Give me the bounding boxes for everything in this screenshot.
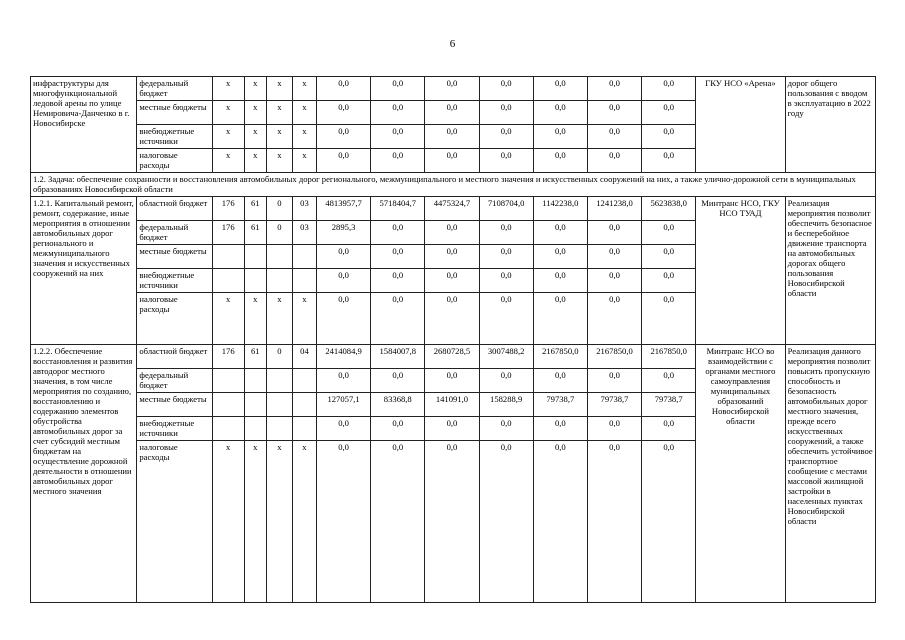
amount-cell: 0,0	[642, 77, 696, 101]
amount-cell: 0,0	[371, 417, 425, 441]
amount-cell: 0,0	[533, 441, 587, 603]
budget-code-cell: 0	[266, 197, 292, 221]
expected-result-cell: Реализация мероприятия позволит обеспечить безопасное и бесперебойное движение транспорта на автомобильных дорогах общего пользования Новосибирской области	[785, 197, 875, 345]
amount-cell: 0,0	[425, 125, 479, 149]
amount-cell: 0,0	[533, 417, 587, 441]
amount-cell: 0,0	[371, 369, 425, 393]
budget-code-cell	[212, 417, 244, 441]
amount-cell: 0,0	[425, 441, 479, 603]
program-table	[30, 76, 876, 603]
funding-source-cell: областной бюджет	[137, 345, 212, 369]
budget-code-cell: x	[266, 149, 292, 173]
amount-cell: 0,0	[642, 221, 696, 245]
amount-cell: 0,0	[533, 125, 587, 149]
amount-cell: 0,0	[587, 149, 641, 173]
budget-code-cell	[292, 417, 316, 441]
amount-cell: 0,0	[479, 77, 533, 101]
budget-code-cell: 176	[212, 345, 244, 369]
amount-cell: 0,0	[425, 221, 479, 245]
funding-source-cell: налоговые расходы	[137, 149, 212, 173]
budget-code-cell: x	[266, 77, 292, 101]
amount-cell: 0,0	[533, 245, 587, 269]
amount-cell: 0,0	[425, 77, 479, 101]
amount-cell: 141091,0	[425, 393, 479, 417]
amount-cell: 127057,1	[316, 393, 370, 417]
amount-cell: 5718404,7	[371, 197, 425, 221]
amount-cell: 0,0	[587, 269, 641, 293]
amount-cell: 0,0	[425, 417, 479, 441]
amount-cell: 0,0	[316, 417, 370, 441]
budget-code-cell: 03	[292, 197, 316, 221]
budget-code-cell	[266, 245, 292, 269]
budget-code-cell	[266, 393, 292, 417]
budget-code-cell: 61	[244, 197, 266, 221]
amount-cell: 0,0	[533, 221, 587, 245]
amount-cell: 0,0	[371, 441, 425, 603]
amount-cell: 0,0	[479, 417, 533, 441]
budget-code-cell	[212, 393, 244, 417]
budget-code-cell: 0	[266, 345, 292, 369]
expected-result-cell: Реализация данного мероприятия позволит повысить пропускную способность и безопасность автомобильных дорог местного значения, прежде всего искусственных сооружений, а также обеспечить устойчивое транспортное сообщение с местами массовой жилищной застройки в населенных пунктах Новосибирской области	[785, 345, 875, 603]
budget-code-cell	[292, 369, 316, 393]
budget-code-cell: x	[266, 101, 292, 125]
budget-code-cell: 04	[292, 345, 316, 369]
budget-code-cell	[266, 417, 292, 441]
amount-cell: 3007488,2	[479, 345, 533, 369]
amount-cell: 0,0	[316, 245, 370, 269]
budget-code-cell: x	[266, 293, 292, 345]
budget-code-cell: 176	[212, 221, 244, 245]
funding-source-cell: местные бюджеты	[137, 245, 212, 269]
amount-cell: 0,0	[533, 369, 587, 393]
budget-code-cell	[212, 369, 244, 393]
amount-cell: 0,0	[316, 441, 370, 603]
budget-code-cell: x	[292, 293, 316, 345]
budget-code-cell: x	[244, 125, 266, 149]
amount-cell: 0,0	[587, 77, 641, 101]
amount-cell: 0,0	[371, 245, 425, 269]
executor-cell: ГКУ НСО «Арена»	[696, 77, 785, 173]
budget-code-cell	[212, 269, 244, 293]
budget-code-cell: x	[212, 125, 244, 149]
task-heading: 1.2. Задача: обеспечение сохранности и восстановления автомобильных дорог регионального, межмуниципального и местного значения и искусственных сооружений на них, а также улично-дорожной сети в муниципальных образованиях Новосибирской области	[31, 173, 876, 197]
amount-cell: 83368,8	[371, 393, 425, 417]
task-row	[31, 173, 876, 197]
amount-cell: 0,0	[642, 417, 696, 441]
amount-cell: 0,0	[533, 269, 587, 293]
amount-cell: 5623838,0	[642, 197, 696, 221]
amount-cell: 0,0	[425, 245, 479, 269]
amount-cell: 0,0	[642, 441, 696, 603]
budget-code-cell: x	[244, 77, 266, 101]
amount-cell: 158288,9	[479, 393, 533, 417]
amount-cell: 0,0	[479, 245, 533, 269]
funding-source-cell: федеральный бюджет	[137, 221, 212, 245]
budget-code-cell: 61	[244, 221, 266, 245]
budget-code-cell	[244, 369, 266, 393]
amount-cell: 0,0	[479, 293, 533, 345]
table-row	[31, 197, 876, 221]
budget-code-cell	[292, 393, 316, 417]
amount-cell: 0,0	[371, 269, 425, 293]
amount-cell: 0,0	[479, 369, 533, 393]
budget-code-cell: 0	[266, 221, 292, 245]
amount-cell: 0,0	[533, 77, 587, 101]
amount-cell: 0,0	[316, 293, 370, 345]
amount-cell: 0,0	[316, 369, 370, 393]
measure-name-cell: инфраструктуры для многофункциональной ледовой арены по улице Немировича-Данченко в г. Новосибирске	[31, 77, 137, 173]
budget-code-cell: x	[212, 77, 244, 101]
amount-cell: 0,0	[479, 149, 533, 173]
amount-cell: 0,0	[642, 245, 696, 269]
budget-code-cell	[244, 393, 266, 417]
budget-code-cell: x	[212, 293, 244, 345]
amount-cell: 0,0	[316, 101, 370, 125]
funding-source-cell: налоговые расходы	[137, 441, 212, 603]
table-row	[31, 345, 876, 369]
funding-source-cell: налоговые расходы	[137, 293, 212, 345]
budget-code-cell	[266, 269, 292, 293]
expected-result-cell: дорог общего пользования с вводом в эксплуатацию в 2022 году	[785, 77, 875, 173]
measure-name-cell: 1.2.2. Обеспечение восстановления и развития автодорог местного значения, в том числе мероприятия по созданию, восстановлению и содержанию элементов обустройства автомобильных дорог за счет субсидий местным бюджетам на осуществление дорожной деятельности в отношении автомобильных дорог местного значения	[31, 345, 137, 603]
amount-cell: 0,0	[533, 101, 587, 125]
budget-code-cell: x	[244, 441, 266, 603]
budget-code-cell: x	[292, 101, 316, 125]
amount-cell: 0,0	[316, 149, 370, 173]
funding-source-cell: внебюджетные источники	[137, 269, 212, 293]
amount-cell: 0,0	[371, 293, 425, 345]
amount-cell: 79738,7	[642, 393, 696, 417]
amount-cell: 0,0	[479, 441, 533, 603]
amount-cell: 4813957,7	[316, 197, 370, 221]
amount-cell: 0,0	[587, 221, 641, 245]
amount-cell: 0,0	[371, 149, 425, 173]
amount-cell: 0,0	[316, 77, 370, 101]
budget-code-cell: x	[266, 441, 292, 603]
budget-code-cell: x	[212, 101, 244, 125]
budget-code-cell	[212, 245, 244, 269]
amount-cell: 0,0	[371, 125, 425, 149]
budget-code-cell: x	[212, 149, 244, 173]
amount-cell: 0,0	[425, 149, 479, 173]
budget-code-cell: 61	[244, 345, 266, 369]
amount-cell: 0,0	[533, 293, 587, 345]
amount-cell: 2167850,0	[533, 345, 587, 369]
budget-code-cell: x	[292, 77, 316, 101]
amount-cell: 0,0	[425, 101, 479, 125]
amount-cell: 2895,3	[316, 221, 370, 245]
funding-source-cell: внебюджетные источники	[137, 125, 212, 149]
amount-cell: 2167850,0	[587, 345, 641, 369]
amount-cell: 79738,7	[587, 393, 641, 417]
page-number: 6	[449, 38, 456, 50]
executor-cell: Минтранс НСО во взаимодействии с органами местного самоуправления муниципальных образований Новосибирской области	[696, 345, 785, 603]
budget-code-cell: 176	[212, 197, 244, 221]
amount-cell: 0,0	[479, 101, 533, 125]
funding-source-cell: федеральный бюджет	[137, 369, 212, 393]
budget-code-cell: x	[266, 125, 292, 149]
budget-code-cell	[266, 369, 292, 393]
amount-cell: 1142238,0	[533, 197, 587, 221]
amount-cell: 1241238,0	[587, 197, 641, 221]
amount-cell: 0,0	[371, 221, 425, 245]
amount-cell: 0,0	[587, 369, 641, 393]
amount-cell: 0,0	[642, 125, 696, 149]
budget-code-cell	[244, 245, 266, 269]
funding-source-cell: местные бюджеты	[137, 101, 212, 125]
amount-cell: 0,0	[642, 101, 696, 125]
amount-cell: 0,0	[587, 293, 641, 345]
budget-code-cell: x	[292, 441, 316, 603]
budget-code-cell: x	[244, 293, 266, 345]
amount-cell: 4475324,7	[425, 197, 479, 221]
budget-code-cell: x	[292, 125, 316, 149]
funding-source-cell: федеральный бюджет	[137, 77, 212, 101]
budget-code-cell	[244, 269, 266, 293]
amount-cell: 0,0	[316, 269, 370, 293]
amount-cell: 0,0	[587, 417, 641, 441]
budget-code-cell	[244, 417, 266, 441]
amount-cell: 0,0	[371, 77, 425, 101]
amount-cell: 0,0	[533, 149, 587, 173]
amount-cell: 0,0	[479, 221, 533, 245]
amount-cell: 79738,7	[533, 393, 587, 417]
measure-name-cell: 1.2.1. Капитальный ремонт, ремонт, содержание, иные мероприятия в отношении автомобильных дорог регионального и межмуниципального значения и искусственных сооружений на них	[31, 197, 137, 345]
budget-code-cell: x	[212, 441, 244, 603]
amount-cell: 1584007,8	[371, 345, 425, 369]
amount-cell: 0,0	[587, 125, 641, 149]
amount-cell: 0,0	[371, 101, 425, 125]
executor-cell: Минтранс НСО, ГКУ НСО ТУАД	[696, 197, 785, 345]
budget-code-cell	[292, 269, 316, 293]
amount-cell: 0,0	[587, 101, 641, 125]
amount-cell: 7108704,0	[479, 197, 533, 221]
amount-cell: 2167850,0	[642, 345, 696, 369]
funding-source-cell: областной бюджет	[137, 197, 212, 221]
budget-code-cell: x	[244, 149, 266, 173]
amount-cell: 0,0	[425, 269, 479, 293]
amount-cell: 0,0	[479, 269, 533, 293]
amount-cell: 0,0	[425, 369, 479, 393]
amount-cell: 2414084,9	[316, 345, 370, 369]
amount-cell: 0,0	[642, 293, 696, 345]
amount-cell: 0,0	[587, 441, 641, 603]
budget-code-cell: x	[244, 101, 266, 125]
amount-cell: 0,0	[425, 293, 479, 345]
funding-source-cell: местные бюджеты	[137, 393, 212, 417]
table-row	[31, 77, 876, 101]
amount-cell: 0,0	[642, 369, 696, 393]
budget-code-cell: 03	[292, 221, 316, 245]
amount-cell: 0,0	[479, 125, 533, 149]
amount-cell: 0,0	[642, 149, 696, 173]
amount-cell: 0,0	[587, 245, 641, 269]
amount-cell: 0,0	[642, 269, 696, 293]
amount-cell: 2680728,5	[425, 345, 479, 369]
amount-cell: 0,0	[316, 125, 370, 149]
funding-source-cell: внебюджетные источники	[137, 417, 212, 441]
budget-code-cell: x	[292, 149, 316, 173]
budget-code-cell	[292, 245, 316, 269]
